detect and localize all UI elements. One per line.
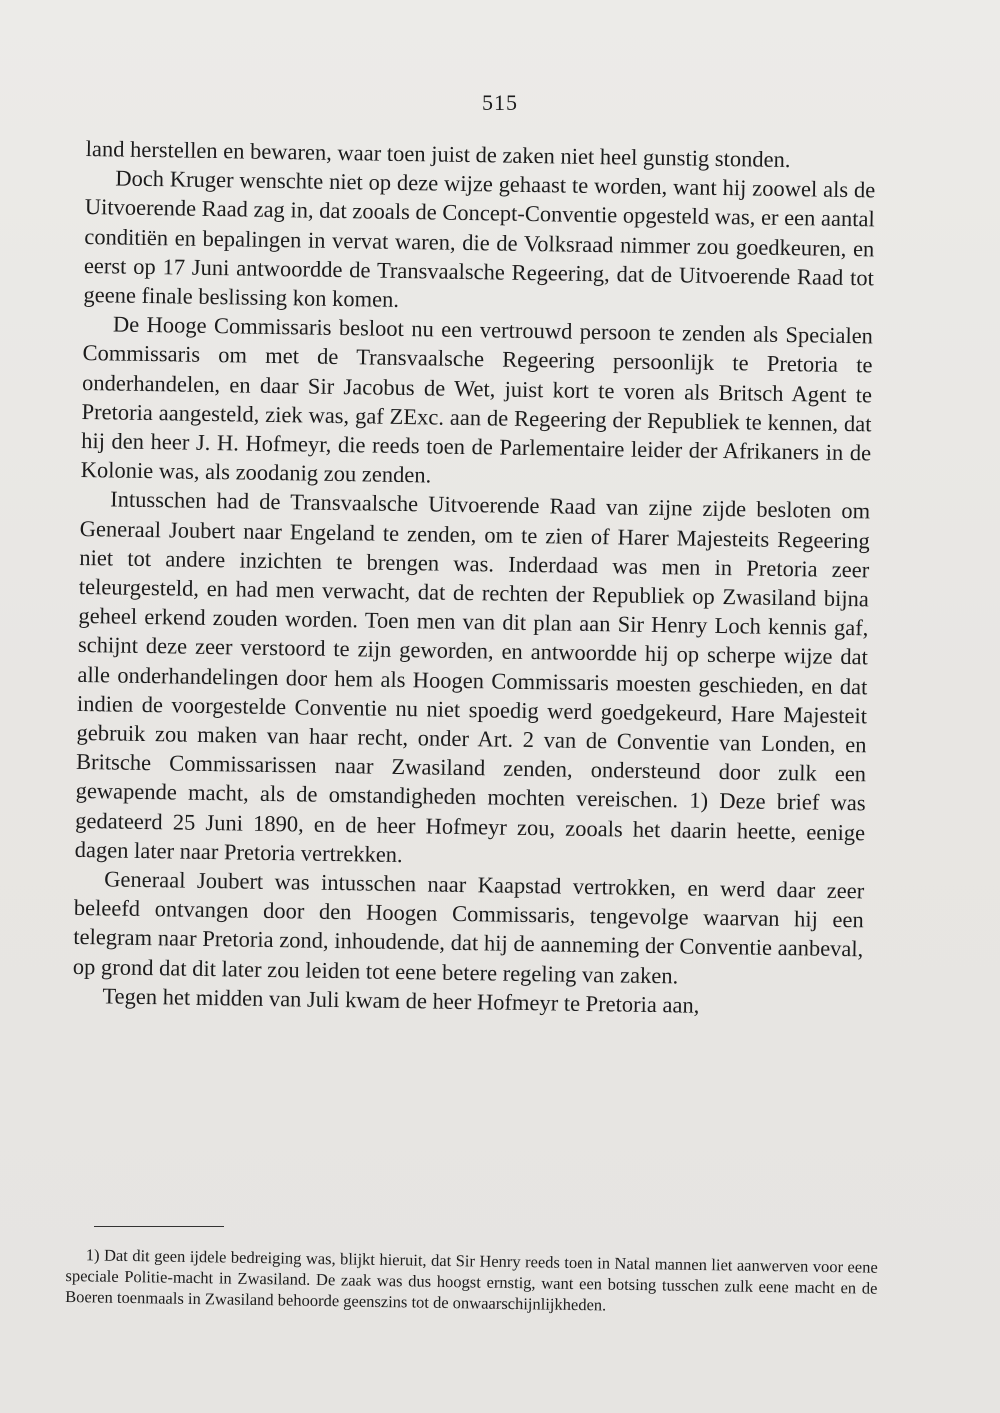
footnote-divider — [94, 1226, 224, 1227]
paragraph: De Hooge Commissaris besloot nu een vertrouwd persoon te zenden als Specialen Commissaris om met de Transvaalsche Regeering persoonlijk te Pretoria te onderhandelen, en daar Sir Jacobus de Wet, juist kort te voren als Britsch Agent te Pretoria aangesteld, ziek was, gaf ZExc. aan de Regeering der Republiek te kennen, dat hij den heer J. H. Hofmeyr, die reeds toen de Parlementaire leider der Afrikaners in de Kolonie was, als zoodanig zou zenden. — [80, 311, 874, 488]
body-text — [72, 134, 876, 1022]
paragraph: Doch Kruger wenschte niet op deze wijze gehaast te worden, want hij zoowel als de Uitvoerende Raad zag in, dat zooals de Concept-Conventie opgesteld was, er een aantal conditiën en bepalingen in vervat waren, die de Volksraad nimmer zou goedkeuren, en eerst op 17 Juni antwoordde de Transvaalsche Regeering, dat de Uitvoerende Raad tot geene finale beslissing kon komen. — [83, 165, 876, 312]
footnotes — [65, 1244, 878, 1320]
paragraph: Generaal Joubert was intusschen naar Kaapstad vertrokken, en werd daar zeer beleefd ontvangen door den Hoogen Commissaris, tengevolge waarvan hij een telegram naar Pretoria zond, inhoudende, dat hij de aanneming der Conventie aanbeval, op grond dat dit later zou leiden tot eene betere regeling van zaken. — [72, 866, 865, 989]
paragraph: Tegen het midden van Juli kwam de heer Hofmeyr te Pretoria aan, — [102, 983, 700, 1018]
paragraph: Intusschen had de Transvaalsche Uitvoerende Raad van zijne zijde besloten om Generaal Joubert naar Engeland te zenden, om te zien of Harer Majesteits Regeering niet tot andere inzichten te brengen was. Inderdaad was men in Pretoria zeer teleurgesteld, en had men verwacht, dat de rechten der Republiek op Zwasiland bijna geheel erkend zouden worden. Toen men van dit plan aan Sir Henry Loch kennis gaf, schijnt deze zeer verstoord te zijn geworden, en antwoordde hij op scherpe wijze dat alle onderhandelingen door hem als Hoogen Commissaris moesten geschieden, en dat indien de voorgestelde Conventie nu niet spoedig werd goedgekeurd, Hare Majesteit gebruik zou maken van haar recht, onder Art. 2 van de Conventie van Londen, en Britsche Commissarissen naar Zwasiland zenden, ondersteund door zulk een gewapende macht, als de omstandigheden mochten vereischen. 1) Deze brief was gedateerd 25 Juni 1890, en de heer Hofmeyr zou, zooals het daarin heette, eenige dagen later naar Pretoria vertrekken. — [74, 486, 871, 867]
page-number: 515 — [482, 90, 518, 115]
footnote: 1) Dat dit geen ijdele bedreiging was, blijkt hieruit, dat Sir Henry reeds toen in Natal mannen liet aanwerven voor eene speciale Politie-macht in Zwasiland. De zaak was dus hoogst ernstig, want een botsing tusschen zulk eene macht en de Boeren toenmaals in Zwasiland behoorde geenszins tot de onwaarschijnlijkheden. — [65, 1245, 878, 1315]
paragraph: land herstellen en bewaren, waar toen juist de zaken niet heel gunstig stonden. — [85, 135, 791, 173]
